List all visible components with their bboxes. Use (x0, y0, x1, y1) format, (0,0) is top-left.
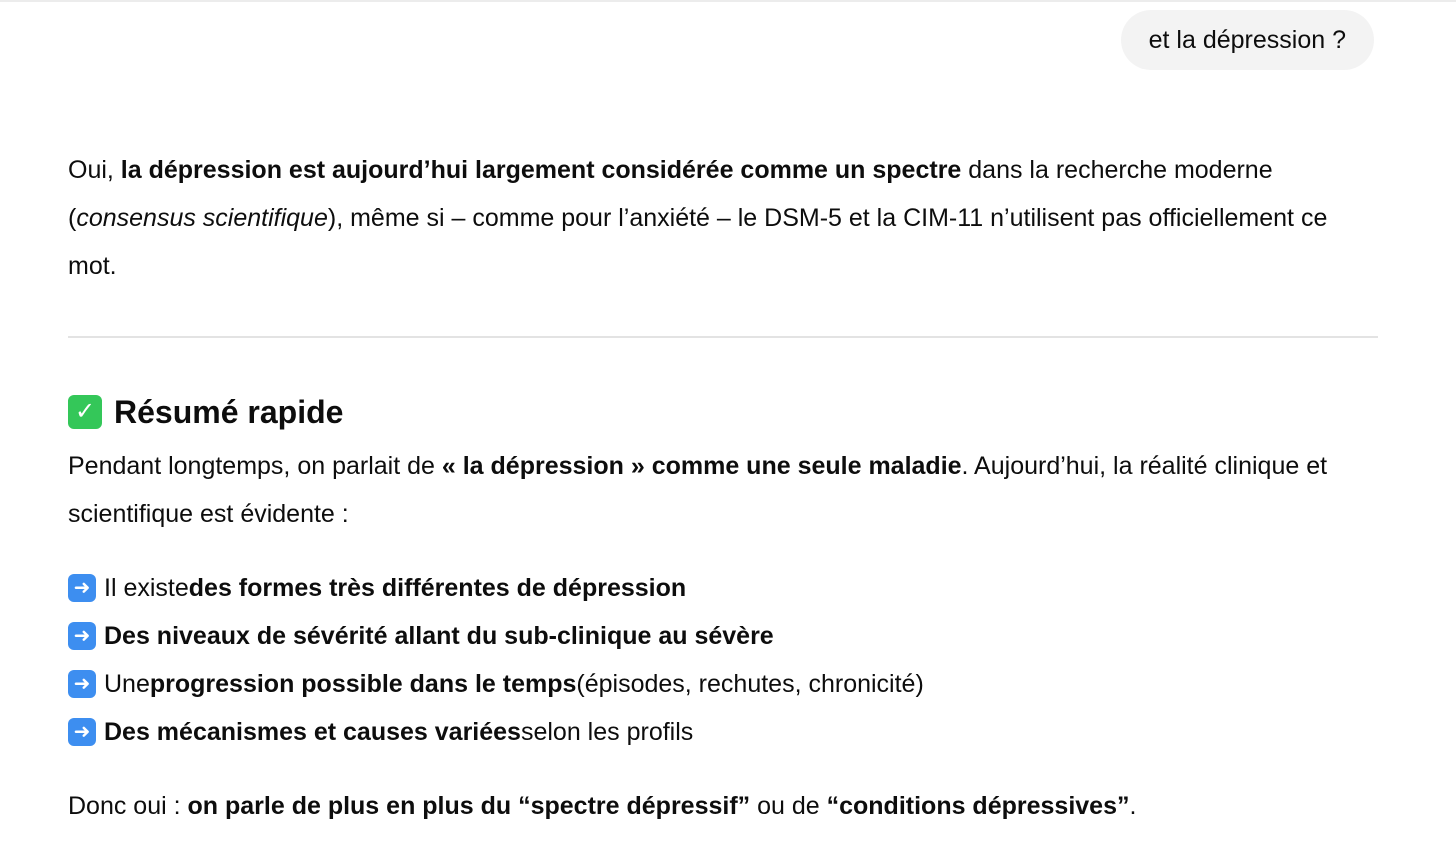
list-item (68, 612, 1378, 660)
bullet-text-pre: Une (104, 670, 150, 698)
section-divider (68, 336, 1378, 338)
right-arrow-icon: ➜ (68, 718, 96, 746)
summary-text-1: Pendant longtemps, on parlait de (68, 452, 442, 480)
bullet-text-post: selon les profils (520, 718, 694, 746)
intro-text-2: dans la recherche moderne ( (68, 156, 1273, 232)
right-arrow-icon: ➜ (68, 622, 96, 650)
user-message-bubble (1121, 10, 1374, 70)
bullet-text-bold: Des mécanismes et causes variées (104, 718, 521, 746)
list-item (68, 708, 1378, 756)
summary-heading (68, 388, 1378, 436)
conclusion-text-1: Donc oui : (68, 792, 188, 820)
bullet-text-bold: progression possible dans le temps (149, 670, 577, 698)
bullet-text-post: (épisodes, rechutes, chronicité) (576, 670, 924, 698)
conclusion-bold-2: “conditions dépressives” (826, 792, 1130, 820)
intro-bold-1: la dépression est aujourd’hui largement considérée comme un spectre (120, 156, 962, 184)
list-item (68, 564, 1378, 612)
user-message-row (1121, 10, 1374, 70)
intro-paragraph (68, 146, 1378, 290)
intro-text-1: Oui, (68, 156, 121, 184)
conclusion-text-3: . (1129, 792, 1137, 820)
right-arrow-icon: ➜ (68, 574, 96, 602)
bullet-text-pre: Il existe (104, 574, 189, 602)
user-message-text: et la dépression ? (1148, 25, 1346, 54)
summary-text-2: . Aujourd’hui, la réalité clinique et scientifique est évidente : (68, 452, 1328, 528)
conclusion-text-2: ou de (750, 792, 827, 820)
intro-italic-1: consensus scientifique (76, 204, 328, 232)
summary-bold-1: « la dépression » comme une seule maladie (441, 452, 962, 480)
conclusion-bold-1: on parle de plus en plus du “spectre dépressif” (187, 792, 751, 820)
bullet-text-bold: Des niveaux de sévérité allant du sub-clinique au sévère (104, 622, 774, 650)
summary-bullet-list (68, 564, 1378, 756)
list-item (68, 660, 1378, 708)
bullet-text-bold: des formes très différentes de dépression (188, 574, 687, 602)
right-arrow-icon: ➜ (68, 670, 96, 698)
top-divider (0, 0, 1456, 2)
summary-heading-text: Résumé rapide (114, 394, 344, 430)
intro-text-3: ), même si – comme pour l’anxiété – le DSM-5 et la CIM-11 n’utilisent pas officiellement ce mot. (68, 204, 1328, 280)
conclusion-paragraph (68, 782, 1378, 830)
summary-paragraph (68, 442, 1378, 538)
assistant-response (68, 146, 1378, 830)
check-mark-icon: ✓ (68, 395, 102, 429)
